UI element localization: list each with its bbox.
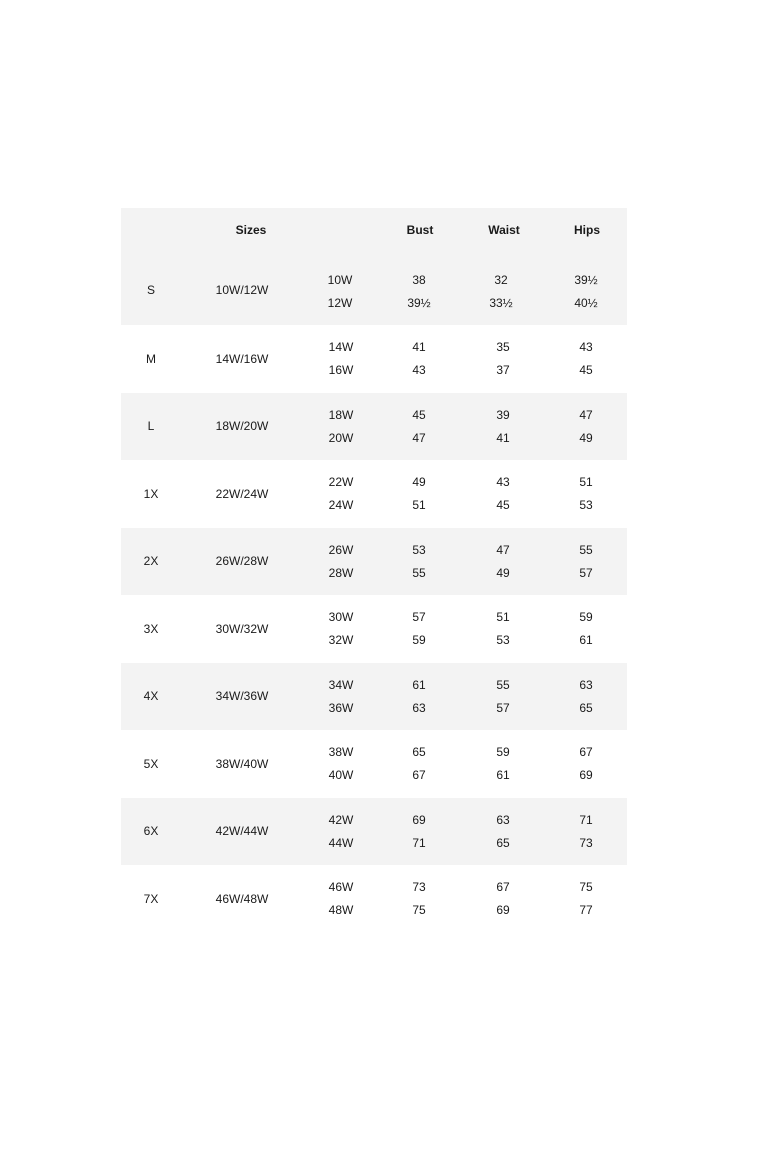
hips-cell: 65: [579, 700, 593, 715]
bust-cell: 67: [412, 768, 426, 782]
bust-cell: 57: [412, 610, 426, 624]
size-pair-cell: 46W/48W: [215, 891, 269, 906]
waist-cell: 57: [496, 700, 510, 715]
waist-cell: 41: [496, 430, 510, 445]
waist-size-cell: 22W: [328, 475, 354, 489]
waist-size-cell: 12W: [327, 296, 353, 310]
waist-size-cell: 40W: [328, 768, 354, 782]
bust-cell: 71: [412, 835, 426, 850]
hips-cell: 71: [579, 812, 593, 827]
waist-size-cell: 28W: [328, 565, 354, 580]
waist-cell: 49: [496, 565, 510, 580]
bust-cell: 38: [412, 273, 426, 287]
hips-cell: 51: [579, 475, 593, 489]
table-row: [121, 798, 627, 866]
waist-cell: 43: [496, 475, 510, 489]
size-chart-header: [121, 208, 627, 253]
hips-cell: 40½: [574, 296, 598, 310]
size-cell: 2X: [143, 554, 159, 569]
waist-cell: 51: [496, 610, 510, 624]
waist-cell: 61: [496, 768, 510, 782]
waist-size-cell: 36W: [328, 700, 354, 715]
hips-cell: 73: [579, 835, 593, 850]
size-chart-table: [121, 208, 627, 933]
table-row: [121, 528, 627, 596]
table-row: [121, 730, 627, 798]
size-pair-cell: 26W/28W: [215, 554, 269, 569]
size-cell: 3X: [143, 621, 159, 636]
table-row: [121, 253, 627, 325]
waist-size-cell: 10W: [327, 273, 353, 287]
size-pair-cell: 34W/36W: [215, 689, 269, 704]
waist-size-cell: 32W: [328, 633, 354, 647]
waist-size-cell: 14W: [328, 340, 354, 354]
waist-cell: 47: [496, 542, 510, 557]
bust-cell: 61: [412, 677, 426, 692]
bust-cell: 49: [412, 475, 426, 489]
waist-cell: 37: [496, 363, 510, 377]
table-row: [121, 325, 627, 393]
size-cell: 7X: [143, 891, 159, 906]
size-cell: 6X: [143, 824, 159, 839]
bust-cell: 65: [412, 745, 426, 759]
waist-cell: 32: [494, 273, 508, 287]
waist-size-cell: 24W: [328, 498, 354, 512]
table-row: [121, 663, 627, 731]
hips-cell: 67: [579, 745, 593, 759]
bust-cell: 51: [412, 498, 426, 512]
waist-cell: 45: [496, 498, 510, 512]
size-pair-cell: 42W/44W: [215, 824, 269, 839]
waist-cell: 35: [496, 340, 510, 354]
hips-cell: 39½: [574, 273, 598, 287]
waist-size-cell: 30W: [328, 610, 354, 624]
table-row: [121, 393, 627, 461]
waist-cell: 33½: [489, 296, 513, 310]
bust-cell: 75: [412, 903, 426, 917]
waist-size-cell: 38W: [328, 745, 354, 759]
size-pair-cell: 18W/20W: [215, 419, 269, 434]
hips-cell: 55: [579, 542, 593, 557]
header-sizes: Sizes: [235, 223, 267, 237]
header-hips: Hips: [573, 223, 601, 237]
waist-size-cell: 48W: [328, 903, 354, 917]
waist-cell: 69: [496, 903, 510, 917]
size-pair-cell: 30W/32W: [215, 621, 269, 636]
bust-cell: 63: [412, 700, 426, 715]
hips-cell: 53: [579, 498, 593, 512]
bust-cell: 59: [412, 633, 426, 647]
waist-cell: 59: [496, 745, 510, 759]
header-bust: Bust: [406, 223, 434, 237]
header-waist: Waist: [488, 223, 520, 237]
waist-size-cell: 16W: [328, 363, 354, 377]
bust-cell: 53: [412, 542, 426, 557]
hips-cell: 47: [579, 407, 593, 422]
size-pair-cell: 22W/24W: [215, 486, 269, 501]
hips-cell: 43: [579, 340, 593, 354]
size-cell: L: [147, 419, 155, 434]
size-chart-body: [121, 253, 627, 933]
waist-cell: 53: [496, 633, 510, 647]
bust-cell: 39½: [407, 296, 431, 310]
bust-cell: 43: [412, 363, 426, 377]
hips-cell: 61: [579, 633, 593, 647]
bust-cell: 73: [412, 880, 426, 894]
size-pair-cell: 38W/40W: [215, 756, 269, 771]
hips-cell: 63: [579, 677, 593, 692]
bust-cell: 55: [412, 565, 426, 580]
bust-cell: 69: [412, 812, 426, 827]
waist-cell: 67: [496, 880, 510, 894]
waist-size-cell: 46W: [328, 880, 354, 894]
waist-size-cell: 42W: [328, 812, 354, 827]
size-cell: M: [146, 351, 156, 366]
table-row: [121, 460, 627, 528]
waist-cell: 39: [496, 407, 510, 422]
waist-cell: 65: [496, 835, 510, 850]
size-cell: 4X: [143, 689, 159, 704]
hips-cell: 45: [579, 363, 593, 377]
size-cell: 1X: [143, 486, 159, 501]
hips-cell: 57: [579, 565, 593, 580]
waist-size-cell: 44W: [328, 835, 354, 850]
bust-cell: 47: [412, 430, 426, 445]
waist-size-cell: 20W: [328, 430, 354, 445]
size-cell: 5X: [143, 756, 159, 771]
bust-cell: 41: [412, 340, 426, 354]
hips-cell: 49: [579, 430, 593, 445]
waist-size-cell: 34W: [328, 677, 354, 692]
size-pair-cell: 14W/16W: [215, 351, 269, 366]
waist-size-cell: 18W: [328, 407, 354, 422]
size-pair-cell: 10W/12W: [215, 283, 269, 297]
size-cell: S: [146, 283, 156, 297]
waist-cell: 63: [496, 812, 510, 827]
table-row: [121, 595, 627, 663]
bust-cell: 45: [412, 407, 426, 422]
hips-cell: 75: [579, 880, 593, 894]
hips-cell: 69: [579, 768, 593, 782]
table-row: [121, 865, 627, 933]
waist-cell: 55: [496, 677, 510, 692]
hips-cell: 77: [579, 903, 593, 917]
hips-cell: 59: [579, 610, 593, 624]
waist-size-cell: 26W: [328, 542, 354, 557]
